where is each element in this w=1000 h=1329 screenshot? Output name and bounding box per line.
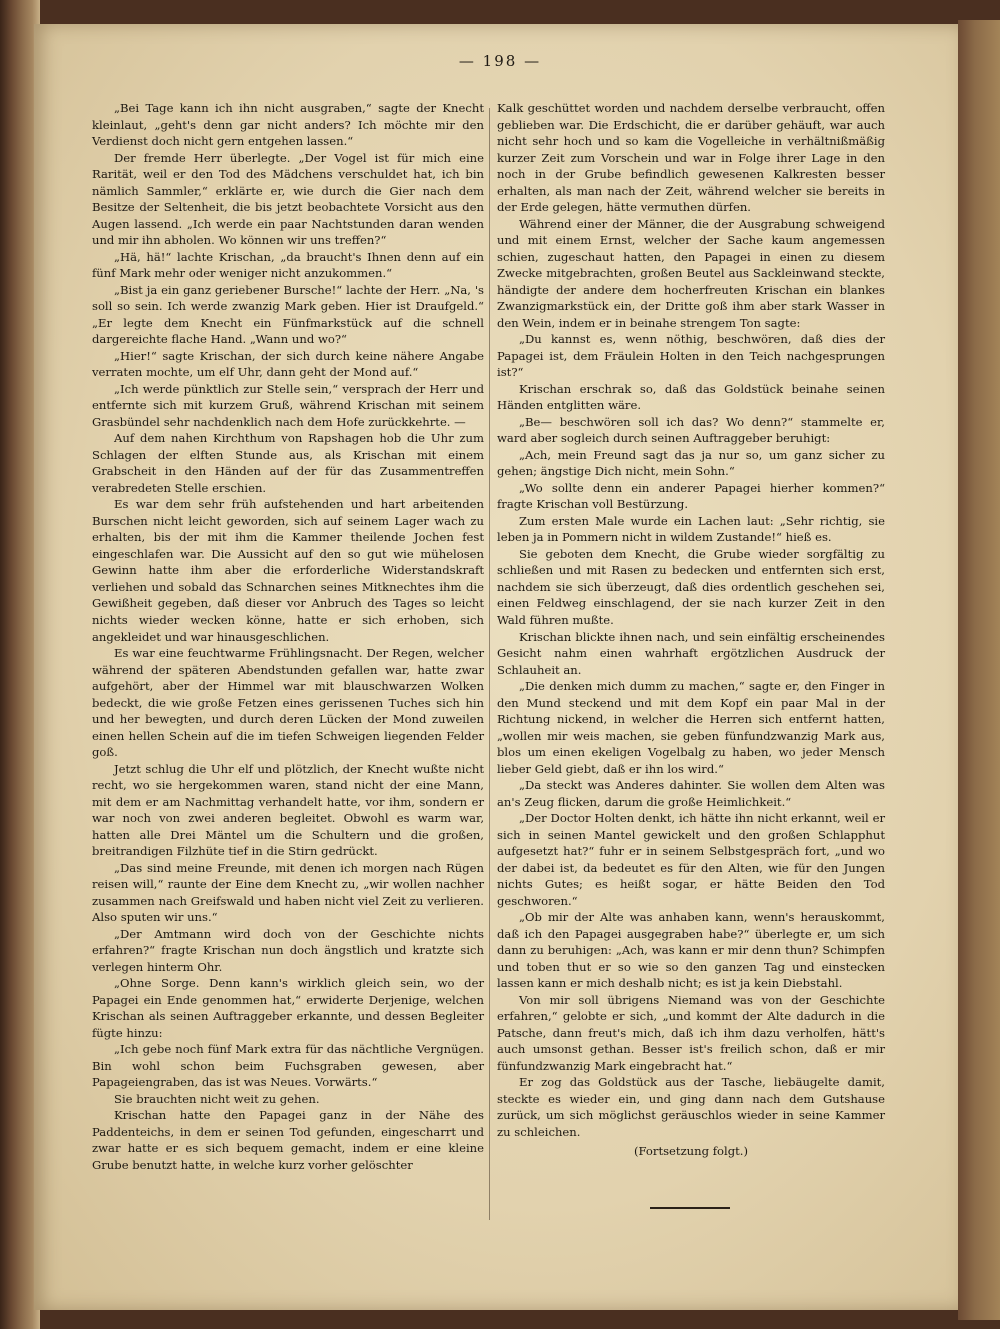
paragraph: Es war dem sehr früh aufstehenden und hart arbeitenden Burschen nicht leicht geworden, sich auf seinem Lager wach zu erhalten, bis der mit ihm die Kammer theilende Jochen fest eingeschlafen war. Die Aussicht auf den so gut wie mühelosen Gewinn hatte ihm aber die erforderliche Widerstandskraft verliehen und sobald das Schnarchen seines Mitknechtes ihm die Gewißheit gegeben, daß dieser vor Anbruch des Tages so leicht nichts wieder wecken könne, hatte er sich erhoben, sich angekleidet und war hinausgeschlichen.: [92, 497, 484, 644]
paragraph: „Hä, hä!“ lachte Krischan, „da braucht's Ihnen denn auf ein fünf Mark mehr oder weniger nicht anzukommen.“: [92, 249, 484, 281]
paragraph: Er zog das Goldstück aus der Tasche, liebäugelte damit, steckte es wieder ein, und ging dann nach dem Gutshause zurück, um sich möglichst geräuschlos wieder in seine Kammer zu schleichen.: [497, 1075, 885, 1139]
paragraph: „Die denken mich dumm zu machen,“ sagte er, den Finger in den Mund steckend und mit dem Kopf ein paar Mal in der Richtung nickend, in welcher die Herren sich entfernt hatten, „wollen mir weis machen, sie geben fünfundzwanzig Mark aus, blos um einen ekeligen Vogelbalg zu haben, wo jeder Mensch lieber Geld giebt, daß er ihn los wird.“: [497, 679, 885, 776]
paragraph: „Bei Tage kann ich ihn nicht ausgraben,“ sagte der Knecht kleinlaut, „geht's denn gar nicht anders? Ich möchte mir den Verdienst doch nicht gern entgehen lassen.“: [92, 101, 484, 149]
paragraph: „Ohne Sorge. Denn kann's wirklich gleich sein, wo der Papagei ein Ende genommen hat,“ erwiderte Derjenige, welchen Krischan als seinen Auftraggeber erkannte, und dessen Begleiter fügte hinzu:: [92, 976, 484, 1040]
paragraph: Krischan erschrak so, daß das Goldstück beinahe seinen Händen entglitten wäre.: [497, 381, 885, 413]
paragraph: Der fremde Herr überlegte. „Der Vogel ist für mich eine Rarität, weil er den Tod des Mädchens verschuldet hat, ich bin nämlich Sammler,“ erklärte er, wie durch die Gier nach dem Besitze der Seltenheit, die bis jetzt beobachtete Vorsicht aus den Augen lassend. „Ich werde ein paar Nachtstunden daran wenden und mir ihn abholen. Wo können wir uns treffen?“: [92, 150, 484, 248]
paragraph: Krischan blickte ihnen nach, und sein einfältig erscheinendes Gesicht nahm einen wahrhaft ergötzlichen Ausdruck der Schlauheit an.: [497, 629, 885, 677]
paragraph: Während einer der Männer, die der Ausgrabung schweigend und mit einem Ernst, welcher der Sache kaum angemessen schien, zugeschaut hatten, den Papagei in einen zu diesem Zwecke mitgebrachten, großen Beutel aus Sackleinwand steckte, händigte der andere dem hocherfreuten Krischan ein blankes Zwanzigmarkstück ein, der Dritte goß ihm aber stark Wasser in den Wein, indem er in beinahe strengem Ton sagte:: [497, 216, 885, 330]
paragraph: „Der Amtmann wird doch von der Geschichte nichts erfahren?“ fragte Krischan nun doch ängstlich und kratzte sich verlegen hinterm Ohr.: [92, 926, 484, 974]
paragraph: „Das sind meine Freunde, mit denen ich morgen nach Rügen reisen will,“ raunte der Eine dem Knecht zu, „wir wollen nachher zusammen nach Greifswald und haben nicht viel Zeit zu verlieren. Also sputen wir uns.“: [92, 860, 484, 925]
paragraph: „Hier!“ sagte Krischan, der sich durch keine nähere Angabe verraten mochte, um elf Uhr, dann geht der Mond auf.“: [92, 348, 484, 380]
column-divider: [489, 108, 490, 1220]
text-column-right: [497, 100, 885, 1160]
paragraph: „Ob mir der Alte was anhaben kann, wenn's herauskommt, daß ich den Papagei ausgegraben habe?“ überlegte er, um sich dann zu beruhigen: „Ach, was kann er mir denn thun? Schimpfen und toben thut er so wie so den ganzen Tag und einstecken lassen kann er mich deshalb nicht; es ist ja kein Diebstahl.: [497, 910, 885, 991]
paragraph: Kalk geschüttet worden und nachdem derselbe verbraucht, offen geblieben war. Die Erdschicht, die er darüber gehäuft, war auch nicht sehr hoch und so kam die Vogelleiche in verhältnißmäßig kurzer Zeit zum Vorschein und war in Folge ihrer Lage in den noch in der Grube befindlich gewesenen Kalkresten besser erhalten, als man nach der Zeit, während welcher sie bereits in der Erde gelegen, hätte vermuthen dürfen.: [497, 101, 885, 215]
page-edge: [958, 20, 1000, 1320]
continuation-note: (Fortsetzung folgt.): [633, 1144, 748, 1159]
paragraph: Zum ersten Male wurde ein Lachen laut: „Sehr richtig, sie leben ja in Pommern nicht in wildem Zustande!“ hieß es.: [497, 513, 885, 545]
paragraph: „Ich werde pünktlich zur Stelle sein,“ versprach der Herr und entfernte sich mit kurzem Gruß, während Krischan mit seinem Grasbündel sehr nachdenklich nach dem Hofe zurückkehrte. —: [92, 381, 484, 429]
paragraph: „Du kannst es, wenn nöthig, beschwören, daß dies der Papagei ist, dem Fräulein Holten in den Teich nachgesprungen ist?“: [497, 332, 885, 380]
paragraph: Von mir soll übrigens Niemand was von der Geschichte erfahren,“ gelobte er sich, „und kommt der Alte dadurch in die Patsche, dann freut's mich, daß ich ihm dazu verholfen, hätt's auch umsonst gethan. Besser ist's freilich schon, daß er mir fünfundzwanzig Mark eingebracht hat.“: [497, 992, 885, 1073]
paragraph: „Ach, mein Freund sagt das ja nur so, um ganz sicher zu gehen; ängstige Dich nicht, mein Sohn.“: [497, 447, 885, 479]
paragraph: Auf dem nahen Kirchthum von Rapshagen hob die Uhr zum Schlagen der elften Stunde aus, als Krischan mit einem Grabscheit in den Händen auf der für das Zusammentreffen verabredeten Stelle erschien.: [92, 431, 484, 495]
paragraph: „Be— beschwören soll ich das? Wo denn?“ stammelte er, ward aber sogleich durch seinen Auftraggeber beruhigt:: [497, 414, 885, 446]
paragraph: Sie geboten dem Knecht, die Grube wieder sorgfältig zu schließen und mit Rasen zu bedecken und entfernten sich erst, nachdem sie sich überzeugt, daß dies ordentlich geschehen sei, einen Feldweg einschlagend, der sie nach kurzer Zeit in den Wald führen mußte.: [497, 546, 885, 627]
paragraph: Es war eine feuchtwarme Frühlingsnacht. Der Regen, welcher während der späteren Abendstunden gefallen war, hatte zwar aufgehört, aber der Himmel war mit blauschwarzen Wolken bedeckt, die wie große Fetzen eines gerissenen Tuches sich hin und her bewegten, und durch deren Lücken der Mond zuweilen einen hellen Schein auf die im tiefen Schweigen liegenden Felder goß.: [92, 646, 484, 760]
page-number: — 198 —: [458, 52, 542, 70]
paragraph: „Da steckt was Anderes dahinter. Sie wollen dem Alten was an's Zeug flicken, darum die große Heimlichkeit.“: [497, 778, 885, 809]
paragraph: „Bist ja ein ganz geriebener Bursche!“ lachte der Herr. „Na, 's soll so sein. Ich werde zwanzig Mark geben. Hier ist Draufgeld.“ „Er legte dem Knecht ein Fünfmarkstück auf die schnell dargereichte flache Hand. „Wann und wo?“: [92, 282, 484, 347]
paragraph: Sie brauchten nicht weit zu gehen.: [114, 1091, 320, 1106]
paragraph: Jetzt schlug die Uhr elf und plötzlich, der Knecht wußte nicht recht, wo sie hergekommen waren, stand nicht der eine Mann, mit dem er am Nachmittag verhandelt hatte, vor ihm, sondern er war noch von zwei anderen begleitet. Obwohl es warm war, hatten alle Drei Mäntel um die Schultern und die großen, breitrandigen Filzhüte tief in die Stirn gedrückt.: [92, 761, 484, 859]
paragraph: „Ich gebe noch fünf Mark extra für das nächtliche Vergnügen. Bin wohl schon beim Fuchsgraben gewesen, aber Papageiengraben, das ist was Neues. Vorwärts.“: [92, 1042, 484, 1090]
paragraph: „Wo sollte denn ein anderer Papagei hierher kommen?“ fragte Krischan voll Bestürzung.: [497, 480, 885, 512]
paragraph: „Der Doctor Holten denkt, ich hätte ihn nicht erkannt, weil er sich in seinen Mantel gewickelt und den großen Schlapphut aufgesetzt hat?“ fuhr er in seinem Selbstgespräch fort, „und wo der dabei ist, da bedeutet es für den Alten, wie für den Jungen nichts Gutes; es heißt sogar, er hätte Beiden den Tod geschworen.“: [497, 811, 885, 908]
paragraph: Krischan hatte den Papagei ganz in der Nähe des Paddenteichs, in dem er seinen Tod gefunden, eingescharrt und zwar hatte er es sich bequem gemacht, indem er eine kleine Grube benutzt hatte, in welche kurz vorher gelöschter: [92, 1108, 484, 1172]
end-rule: [650, 1207, 730, 1209]
text-column-left: [92, 100, 484, 1174]
